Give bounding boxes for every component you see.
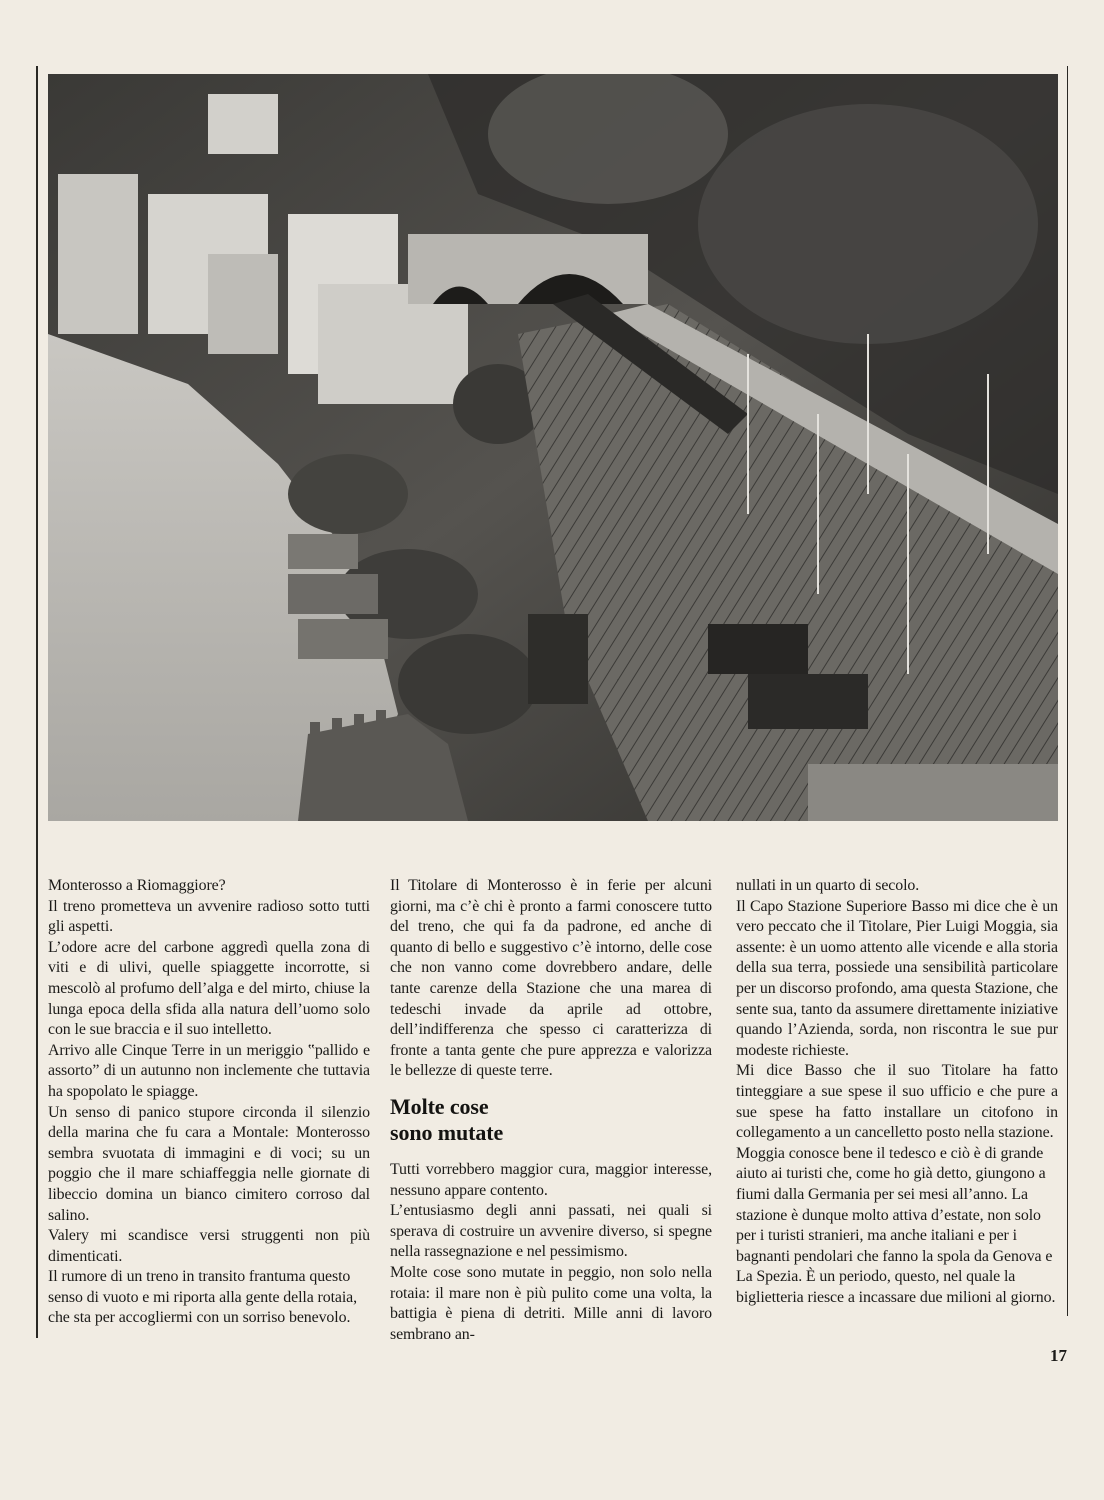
heading-line-2: sono mutate <box>390 1119 504 1145</box>
paragraph: Il Capo Stazione Superiore Basso mi dice che è un vero peccato che il Titolare, Pier Luigi Moggia, sia assente: è un uomo attento alle vicende e alla storia della sua terra, possiede una sensibilità particolare per un discorso profondo, ama questa Stazione, che sente sua, tanto da assumere direttamente iniziative quando l’Azienda, sorda, non riscontra le sue pur modeste richieste. <box>736 897 1058 1059</box>
photo-illustration <box>48 74 1058 821</box>
section-heading <box>390 1094 712 1146</box>
left-rule <box>36 66 38 1338</box>
paragraph: Il Titolare di Monterosso è in ferie per alcuni giorni, ma c’è chi è pronto a farmi conoscere tutto del treno, che qui fa da padrone, ed anche di quanto di bello e suggestivo c’è intorno, delle cose che non vanno come dovrebbero andare, delle tante carenze della Stazione che una marea di tedeschi invade da aprile ad ottobre, dell’indifferenza che spesso ci caratterizza di fronte a tanta gente che pure apprezza e valorizza le bellezze di queste terre. <box>390 877 712 1080</box>
page-number: 17 <box>1050 1346 1067 1365</box>
paragraph: Valery mi scandisce versi struggenti non più dimenticati. <box>48 1227 370 1265</box>
paragraph: Arrivo alle Cinque Terre in un meriggio ‟pallido e assorto” di un autunno non inclemente che tuttavia ha spopolato le spiagge. <box>48 1041 370 1100</box>
paragraph: Monterosso a Riomaggiore? <box>48 877 226 894</box>
paragraph: Un senso di panico stupore circonda il silenzio della marina che fu cara a Montale: Monterosso sembra svuotata di immagini e di voci; su un poggio che il mare schiaffeggia nelle giornate di libeccio domina un bianco cimitero corroso dal salino. <box>48 1103 370 1224</box>
station-photograph <box>48 74 1058 821</box>
paragraph: Tutti vorrebbero maggior cura, maggior interesse, nessuno appare contento. <box>390 1160 712 1199</box>
text-column-1 <box>48 876 370 1329</box>
paragraph: L’odore acre del carbone aggredì quella zona di viti e di ulivi, quelle spiaggette incorrotte, si mescolò al profumo dell’alga e del mirto, chiuse la lunga epoca della sfida alla natura dell’uomo solo con le sue braccia e il suo intelletto. <box>48 938 370 1039</box>
paragraph: Moggia conosce bene il tedesco e ciò è di grande aiuto ai turisti che, come ho già detto, giungono a fiumi dalla Germania per sei mesi all’anno. La stazione è dunque molto attiva d’estate, non solo per i turisti stranieri, ma anche italiani e per i bagnanti pendolari che fanno la spola da Genova e La Spezia. È un periodo, questo, nel quale la biglietteria riesce a incassare due milioni al giorno. <box>736 1144 1056 1306</box>
text-column-3 <box>736 876 1058 1308</box>
paragraph: Molte cose sono mutate in peggio, non solo nella rotaia: il mare non è più pulito come una volta, la battigia è piena di detriti. Mille anni di lavoro sembrano an- <box>390 1263 712 1343</box>
paragraph: L’entusiasmo degli anni passati, nei quali si sperava di costruire un avvenire diverso, si spegne nella rassegnazione e nel pessimismo. <box>390 1202 712 1261</box>
paragraph: Il treno prometteva un avvenire radioso sotto tutti gli aspetti. <box>48 897 370 936</box>
paragraph: Il rumore di un treno in transito frantuma questo senso di vuoto e mi riporta alla gente della rotaia, che sta per accogliermi con un sorriso benevolo. <box>48 1268 357 1327</box>
paragraph: nullati in un quarto di secolo. <box>736 877 920 894</box>
right-rule <box>1067 66 1068 1316</box>
text-column-2 <box>390 876 712 1345</box>
paragraph: Mi dice Basso che il suo Titolare ha fatto tinteggiare a sue spese il suo ufficio e che pure a sue spese ha fatto installare un citofono in collegamento a un cancelletto posto nella stazione. <box>736 1062 1058 1142</box>
heading-line-1: Molte cose <box>390 1093 489 1119</box>
